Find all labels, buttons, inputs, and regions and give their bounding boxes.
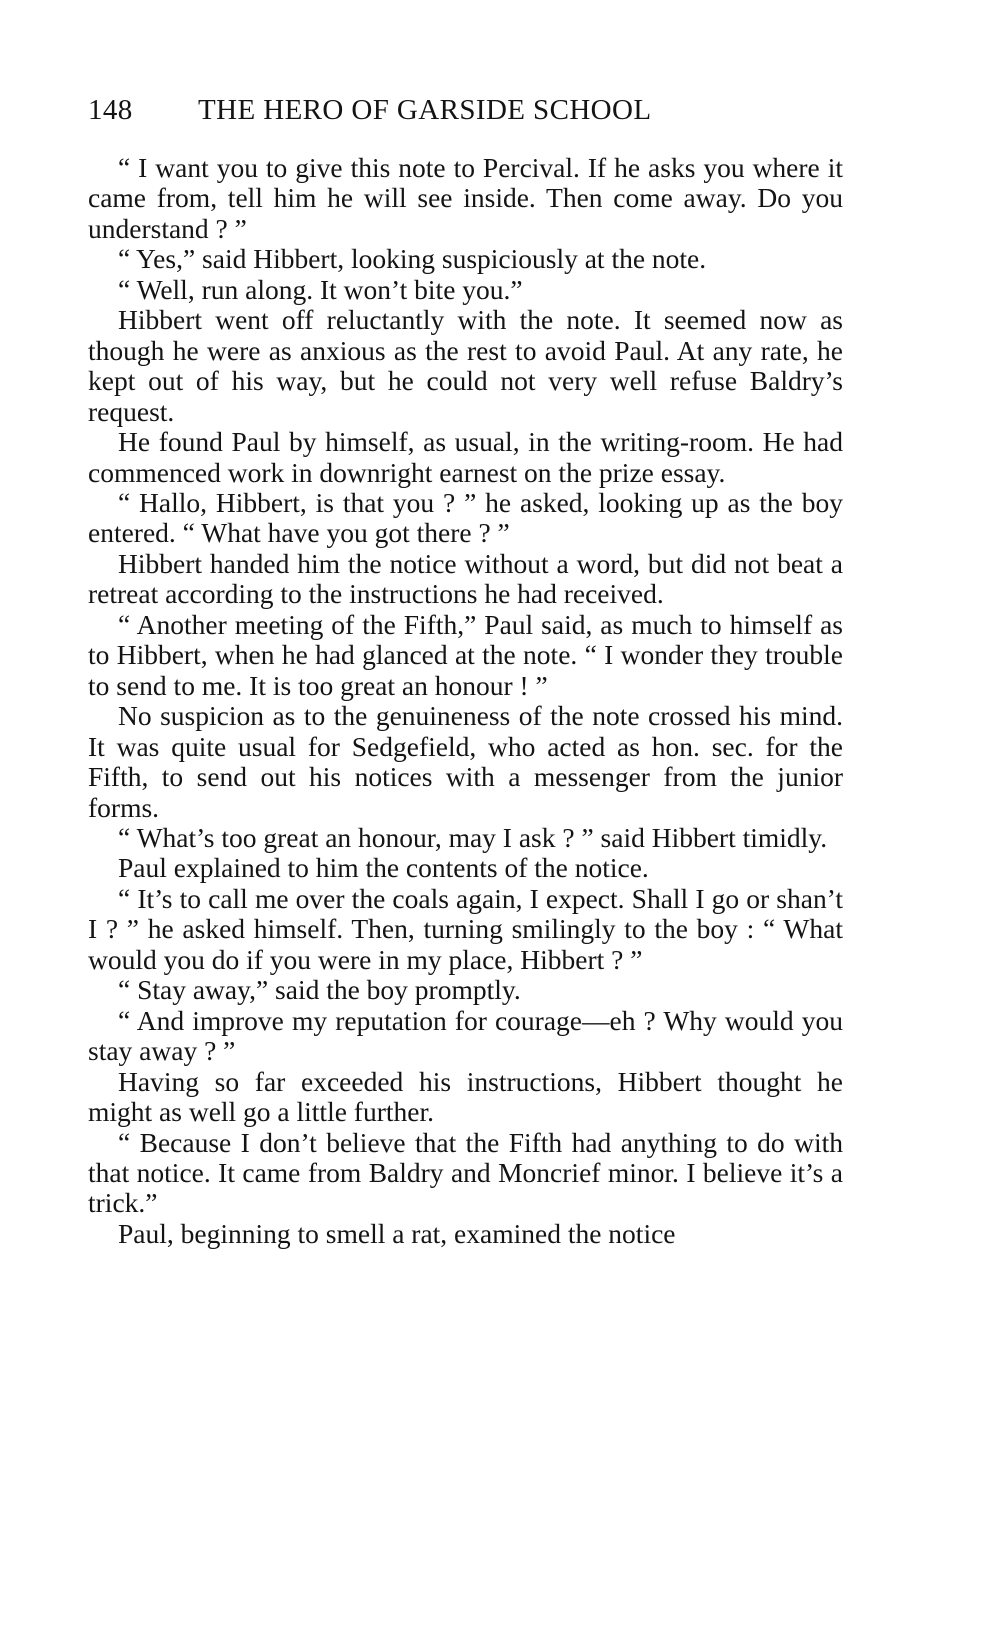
paragraph: “ I want you to give this note to Percival. If he asks you where it came from, tell him he will see inside. Then come away. Do you understand ? ” — [88, 152, 843, 244]
paragraph: “ Well, run along. It won’t bite you.” — [118, 273, 523, 305]
paragraph: “ Stay away,” said the boy promptly. — [118, 974, 521, 1006]
body-text — [88, 153, 843, 1249]
running-title: THE HERO OF GARSIDE SCHOOL — [198, 94, 652, 126]
page-number: 148 — [88, 94, 133, 126]
paragraph: Having so far exceeded his instructions, Hibbert thought he might as well go a little further. — [88, 1065, 843, 1128]
paragraph: No suspicion as to the genuineness of the note crossed his mind. It was quite usual for Sedgefield, who acted as hon. sec. for the Fifth, to send out his notices with a messenger from the junior forms. — [88, 700, 843, 823]
paragraph: “ And improve my reputation for courage—eh ? Why would you stay away ? ” — [88, 1004, 843, 1067]
paragraph: “ It’s to call me over the coals again, I expect. Shall I go or shan’t I ? ” he asked himself. Then, turning smilingly to the boy : “ What would you do if you were in my place, Hibbert ? ” — [88, 882, 843, 975]
paragraph: “ Because I don’t believe that the Fifth had anything to do with that notice. It came from Baldry and Moncrief minor. I believe it’s a trick.” — [88, 1126, 843, 1219]
paragraph: “ Another meeting of the Fifth,” Paul said, as much to himself as to Hibbert, when he had glanced at the note. “ I wonder they trouble to send to me. It is too great an honour ! ” — [88, 608, 843, 701]
paragraph: Hibbert handed him the notice without a word, but did not beat a retreat according to the instructions he had received. — [88, 547, 843, 610]
paragraph: “ What’s too great an honour, may I ask ? ” said Hibbert timidly. — [118, 821, 828, 853]
paragraph: Paul, beginning to smell a rat, examined the notice — [118, 1217, 676, 1249]
paragraph: Paul explained to him the contents of the notice. — [118, 852, 649, 884]
page-header — [88, 94, 878, 134]
paragraph: He found Paul by himself, as usual, in the writing-room. He had commenced work in downright earnest on the prize essay. — [88, 426, 843, 488]
paragraph: “ Hallo, Hibbert, is that you ? ” he asked, looking up as the boy entered. “ What have you got there ? ” — [88, 486, 843, 549]
paragraph: “ Yes,” said Hibbert, looking suspiciously at the note. — [118, 243, 707, 275]
paragraph: Hibbert went off reluctantly with the note. It seemed now as though he were as anxious as the rest to avoid Paul. At any rate, he kept out of his way, but he could not very well refuse Baldry’s request. — [88, 304, 843, 427]
